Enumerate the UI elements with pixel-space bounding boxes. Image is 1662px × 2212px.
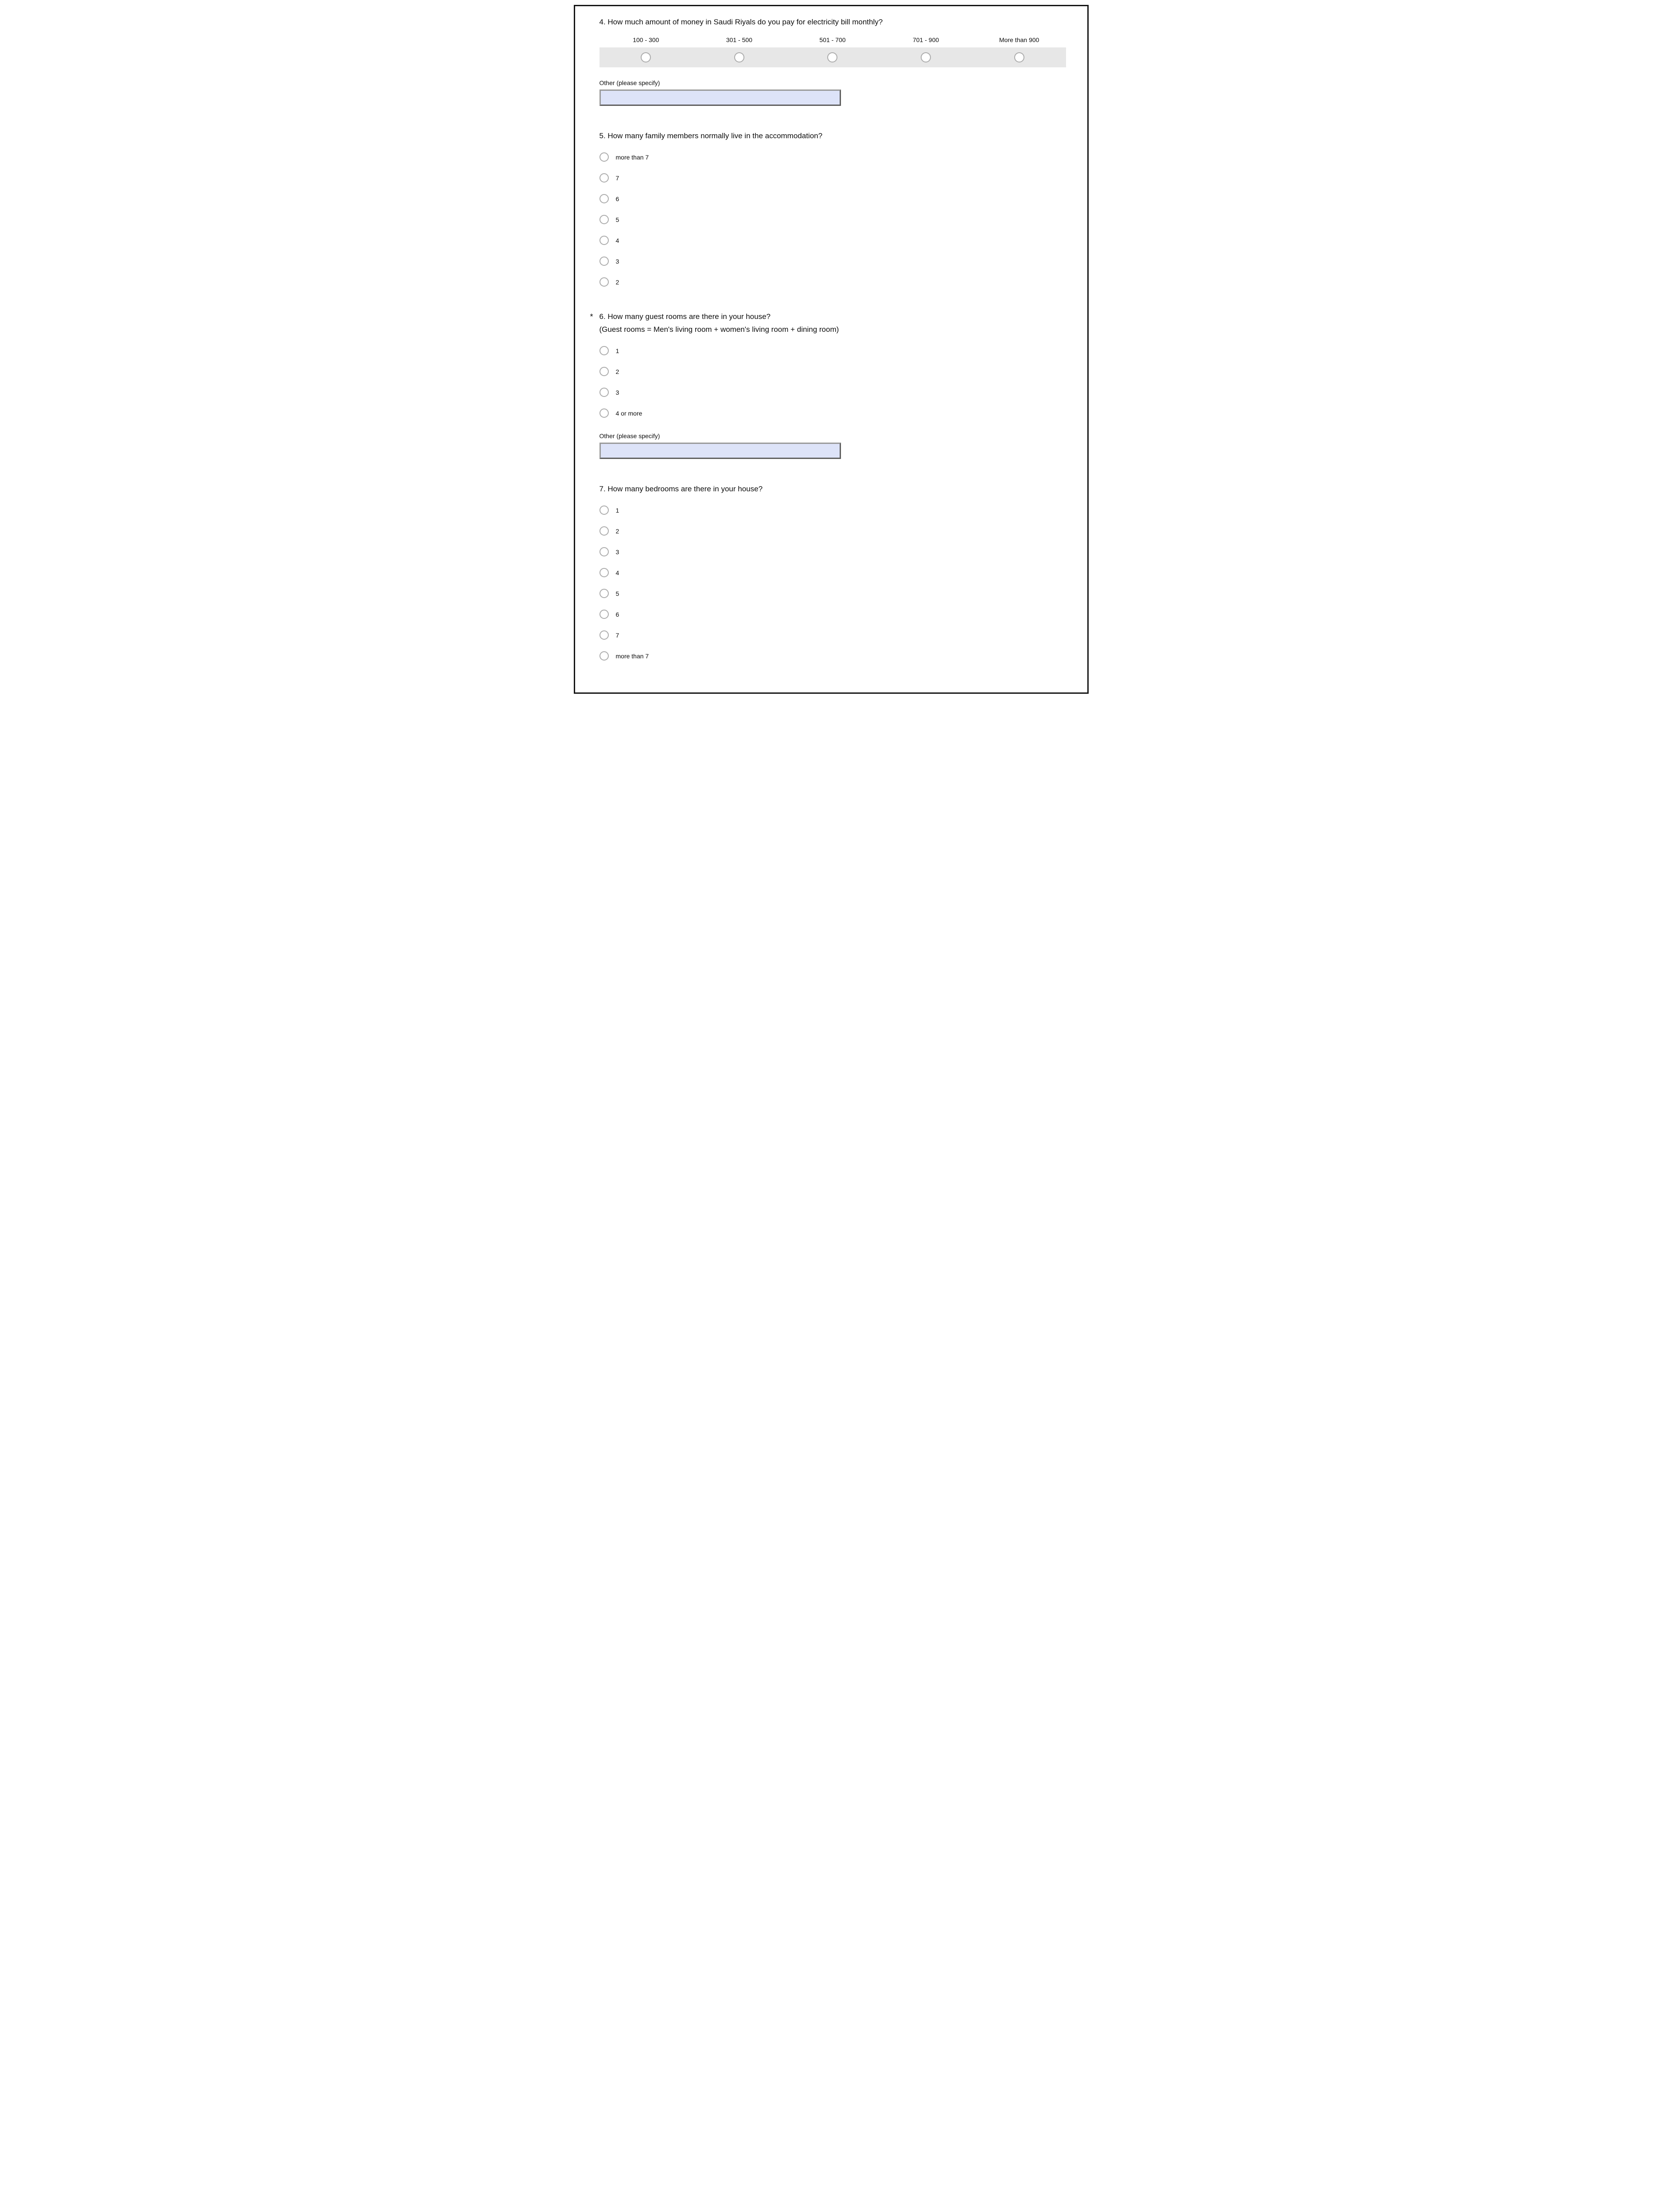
other-input[interactable] <box>599 89 841 106</box>
other-label: Other (please specify) <box>599 79 660 86</box>
option-list <box>599 346 1066 418</box>
radio-option-label[interactable]: 3 <box>615 548 619 556</box>
radio-button[interactable] <box>641 52 651 62</box>
scale-option-label: 501 - 700 <box>819 36 846 43</box>
question-7-header <box>599 485 1066 494</box>
radio-option-label[interactable]: 6 <box>615 195 619 202</box>
radio-option-label[interactable]: 6 <box>615 610 619 618</box>
radio-button[interactable] <box>599 194 609 203</box>
survey-page <box>568 0 1094 700</box>
radio-option-label[interactable]: 4 <box>615 237 619 244</box>
scale-cell <box>879 52 973 62</box>
radio-option[interactable] <box>599 547 619 556</box>
radio-button[interactable] <box>599 277 609 287</box>
scale-cell <box>973 52 1066 62</box>
radio-button[interactable] <box>599 651 609 661</box>
radio-button[interactable] <box>599 505 609 515</box>
radio-option-label[interactable]: 4 <box>615 569 619 576</box>
scale-option-label: 301 - 500 <box>726 36 752 43</box>
question-4 <box>599 18 1066 106</box>
radio-option-label[interactable]: 1 <box>615 506 619 514</box>
scale-cell <box>693 52 786 62</box>
other-label: Other (please specify) <box>599 432 660 439</box>
radio-option-label[interactable]: 7 <box>615 174 619 182</box>
radio-option-label[interactable]: 3 <box>615 257 619 265</box>
radio-button[interactable] <box>599 630 609 640</box>
radio-option[interactable] <box>599 388 619 397</box>
radio-button[interactable] <box>599 408 609 418</box>
other-input[interactable] <box>599 443 841 459</box>
radio-option[interactable] <box>599 630 619 640</box>
survey-frame <box>574 5 1089 694</box>
radio-button[interactable] <box>921 52 931 62</box>
question-title: 6. How many guest rooms are there in your house? <box>599 312 771 321</box>
question-subtitle: (Guest rooms = Men's living room + women's living room + dining room) <box>599 325 839 334</box>
question-7 <box>599 485 1066 661</box>
radio-option-label[interactable]: 7 <box>615 631 619 639</box>
scale-option-label: 100 - 300 <box>633 36 659 43</box>
question-6-header <box>590 312 1066 334</box>
radio-option-label[interactable]: 5 <box>615 590 619 597</box>
scale-option-label: 701 - 900 <box>912 36 939 43</box>
radio-button[interactable] <box>599 173 609 183</box>
scale-cell <box>599 52 693 62</box>
question-5 <box>599 132 1066 287</box>
radio-option-label[interactable]: more than 7 <box>615 652 649 660</box>
question-4-header <box>599 18 1066 27</box>
radio-option-label[interactable]: 1 <box>615 347 619 354</box>
scale-label-row <box>599 36 1066 43</box>
radio-option[interactable] <box>599 568 619 577</box>
radio-option[interactable] <box>599 215 619 224</box>
radio-option-label[interactable]: 2 <box>615 278 619 286</box>
radio-option[interactable] <box>599 194 619 203</box>
option-list <box>599 152 1066 287</box>
radio-option[interactable] <box>599 526 619 536</box>
radio-button[interactable] <box>599 236 609 245</box>
radio-button[interactable] <box>599 568 609 577</box>
radio-option[interactable] <box>599 367 619 376</box>
radio-button[interactable] <box>599 257 609 266</box>
radio-option[interactable] <box>599 236 619 245</box>
radio-button[interactable] <box>734 52 744 62</box>
radio-option-label[interactable]: more than 7 <box>615 153 649 161</box>
radio-option[interactable] <box>599 505 619 515</box>
radio-button[interactable] <box>599 388 609 397</box>
radio-option[interactable] <box>599 408 642 418</box>
radio-option-label[interactable]: 2 <box>615 368 619 375</box>
question-6 <box>590 312 1066 459</box>
radio-button[interactable] <box>599 589 609 598</box>
radio-option[interactable] <box>599 589 619 598</box>
question-title: 7. How many bedrooms are there in your house? <box>599 485 763 493</box>
scale-option-label: More than 900 <box>999 36 1039 43</box>
question-5-header <box>599 132 1066 140</box>
radio-button[interactable] <box>599 526 609 536</box>
radio-option-label[interactable]: 3 <box>615 389 619 396</box>
scale-band <box>599 47 1066 67</box>
radio-button[interactable] <box>599 215 609 224</box>
radio-button[interactable] <box>1014 52 1024 62</box>
radio-button[interactable] <box>827 52 837 62</box>
radio-button[interactable] <box>599 152 609 162</box>
question-title: 4. How much amount of money in Saudi Riyals do you pay for electricity bill monthly? <box>599 18 883 26</box>
rating-scale <box>599 36 1066 67</box>
radio-option[interactable] <box>599 152 649 162</box>
required-asterisk: * <box>590 312 593 321</box>
radio-option-label[interactable]: 5 <box>615 216 619 223</box>
radio-option-label[interactable]: 2 <box>615 527 619 535</box>
radio-button[interactable] <box>599 367 609 376</box>
radio-button[interactable] <box>599 610 609 619</box>
radio-option[interactable] <box>599 277 619 287</box>
radio-option[interactable] <box>599 651 649 661</box>
radio-button[interactable] <box>599 547 609 556</box>
question-title: 5. How many family members normally live in the accommodation? <box>599 132 823 140</box>
radio-button[interactable] <box>599 346 609 355</box>
scale-cell <box>786 52 880 62</box>
radio-option-label[interactable]: 4 or more <box>615 409 642 417</box>
option-list <box>599 505 1066 661</box>
radio-option[interactable] <box>599 610 619 619</box>
radio-option[interactable] <box>599 173 619 183</box>
radio-option[interactable] <box>599 257 619 266</box>
radio-option[interactable] <box>599 346 619 355</box>
